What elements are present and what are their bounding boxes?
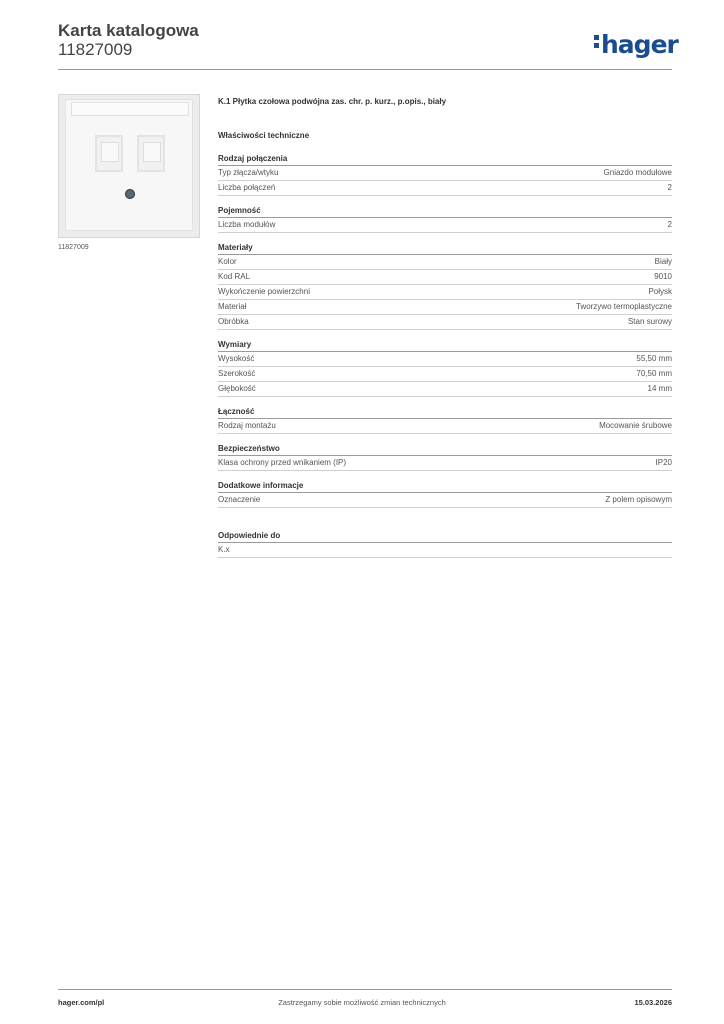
property-row <box>218 382 672 397</box>
group-title: Dodatkowe informacje <box>218 480 672 493</box>
group-title: Bezpieczeństwo <box>218 443 672 456</box>
socket-right-picture <box>137 135 165 172</box>
group-title: Wymiary <box>218 339 672 352</box>
property-row <box>218 352 672 367</box>
property-row <box>218 270 672 285</box>
property-label: Kolor <box>218 257 237 266</box>
property-label: Liczba modułów <box>218 220 276 229</box>
footer-notice: Zastrzegamy sobie możliwość zmian technicznych <box>278 998 446 1007</box>
property-label: Kod RAL <box>218 272 251 281</box>
group-title: Rodzaj połączenia <box>218 153 672 166</box>
suitable-for-group <box>218 530 672 558</box>
property-value: Tworzywo termoplastyczne <box>575 302 672 311</box>
socket-left-picture <box>95 135 123 172</box>
product-details <box>218 96 672 567</box>
group-title: Odpowiednie do <box>218 530 672 543</box>
property-label: Wykończenie powierzchni <box>218 287 310 296</box>
property-label: Rodzaj montażu <box>218 421 276 430</box>
property-group <box>218 406 672 434</box>
property-value: Mocowanie śrubowe <box>599 421 672 430</box>
property-label: K.x <box>218 545 230 554</box>
footer-date: 15.03.2026 <box>634 998 672 1007</box>
property-value: 55,50 mm <box>636 354 672 363</box>
property-label: Typ złącza/wtyku <box>218 168 279 177</box>
property-label: Obróbka <box>218 317 249 326</box>
property-group <box>218 339 672 397</box>
property-label: Szerokość <box>218 369 256 378</box>
group-title: Łączność <box>218 406 672 419</box>
property-group <box>218 443 672 471</box>
product-code: 11827009 <box>58 40 133 59</box>
label-field-picture <box>71 102 189 116</box>
property-value: 9010 <box>654 272 672 281</box>
property-row <box>218 456 672 471</box>
group-title: Pojemność <box>218 205 672 218</box>
header-divider <box>58 69 672 70</box>
logo-dots-icon <box>594 32 599 51</box>
property-label: Głębokość <box>218 384 256 393</box>
logo-text: hager <box>601 30 678 59</box>
image-caption: 11827009 <box>58 244 89 251</box>
screw-picture <box>125 189 135 199</box>
footer-website[interactable]: hager.com/pl <box>58 998 105 1007</box>
property-value: Połysk <box>648 287 672 296</box>
document-title: Karta katalogowa <box>58 21 199 40</box>
property-value: 2 <box>667 183 672 192</box>
property-row <box>218 181 672 196</box>
property-label: Klasa ochrony przed wnikaniem (IP) <box>218 458 347 467</box>
property-label: Wysokość <box>218 354 255 363</box>
property-row <box>218 285 672 300</box>
property-group <box>218 242 672 330</box>
property-value: Biały <box>654 257 672 266</box>
property-value: Stan surowy <box>627 317 672 326</box>
property-row <box>218 166 672 181</box>
property-groups <box>218 153 672 508</box>
property-value: 70,50 mm <box>636 369 672 378</box>
property-row <box>218 300 672 315</box>
property-label: Materiał <box>218 302 247 311</box>
property-label: Oznaczenie <box>218 495 261 504</box>
property-group <box>218 153 672 196</box>
property-row <box>218 255 672 270</box>
property-value: Z polem opisowym <box>605 495 672 504</box>
property-group <box>218 205 672 233</box>
technical-properties-title: Właściwości techniczne <box>218 131 310 140</box>
property-row <box>218 367 672 382</box>
product-image <box>58 94 200 238</box>
property-label: Liczba połączeń <box>218 183 276 192</box>
footer-divider <box>58 989 672 990</box>
property-value: Gniazdo modułowe <box>603 168 672 177</box>
faceplate-picture <box>65 99 193 231</box>
product-name: K.1 Płytka czołowa podwójna zas. chr. p. kurz., p.opis., biały <box>218 97 447 106</box>
property-value: IP20 <box>655 458 672 467</box>
property-value: 2 <box>667 220 672 229</box>
group-title: Materiały <box>218 242 672 255</box>
property-row <box>218 218 672 233</box>
property-row <box>218 315 672 330</box>
property-row <box>218 493 672 508</box>
property-value: 14 mm <box>647 384 672 393</box>
property-row <box>218 543 672 558</box>
property-row <box>218 419 672 434</box>
hager-logo <box>594 30 678 59</box>
property-group <box>218 480 672 508</box>
